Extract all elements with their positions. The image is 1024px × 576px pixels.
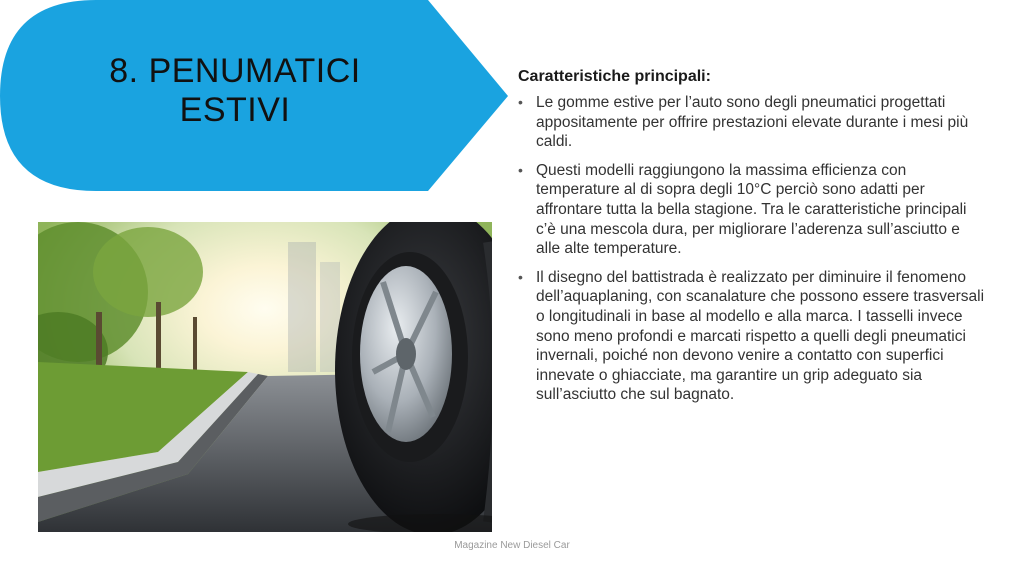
- bullet-item: [518, 268, 988, 405]
- content-heading: Caratteristiche principali:: [518, 68, 711, 85]
- bullet-text: Il disegno del battistrada è realizzato per diminuire il fenomeno dell’aquaplaning, con scanalature che possono essere trasversali o longitudinali in base al modello e alla marca. I tasselli invece sono meno profondi e marcati rispetto a quelli degli pneumatici invernali, poiché non devono venire a contatto con superfici innevate o ghiacciate, ma garantire un grip adeguato sia sull’asciutto che sul bagnato.: [536, 268, 985, 404]
- content-area: [518, 66, 988, 414]
- slide-title: [40, 52, 430, 130]
- bullet-item: [518, 93, 988, 152]
- slide-title-line-2: ESTIVI: [179, 91, 291, 129]
- slide-title-line-1: 8. PENUMATICI: [109, 52, 361, 90]
- summer-tire-photo: [38, 222, 492, 532]
- slide-footer: Magazine New Diesel Car: [454, 540, 570, 551]
- bullet-item: [518, 161, 988, 259]
- bullet-list: [518, 93, 988, 405]
- bullet-text: Le gomme estive per l’auto sono degli pneumatici progettati appositamente per offrire prestazioni elevate durante i mesi più caldi.: [536, 94, 969, 151]
- bullet-dot-icon: •: [518, 268, 523, 285]
- bullet-text: Questi modelli raggiungono la massima efficienza con temperature al di sopra degli 10°C perciò sono adatti per affrontare tutta la bella stagione. Tra le caratteristiche principali c’è una mescola dura, per migliorare l’aderenza sull’asciutto e alle alte temperature.: [536, 161, 967, 258]
- bullet-dot-icon: •: [518, 161, 523, 178]
- bullet-dot-icon: •: [518, 94, 523, 110]
